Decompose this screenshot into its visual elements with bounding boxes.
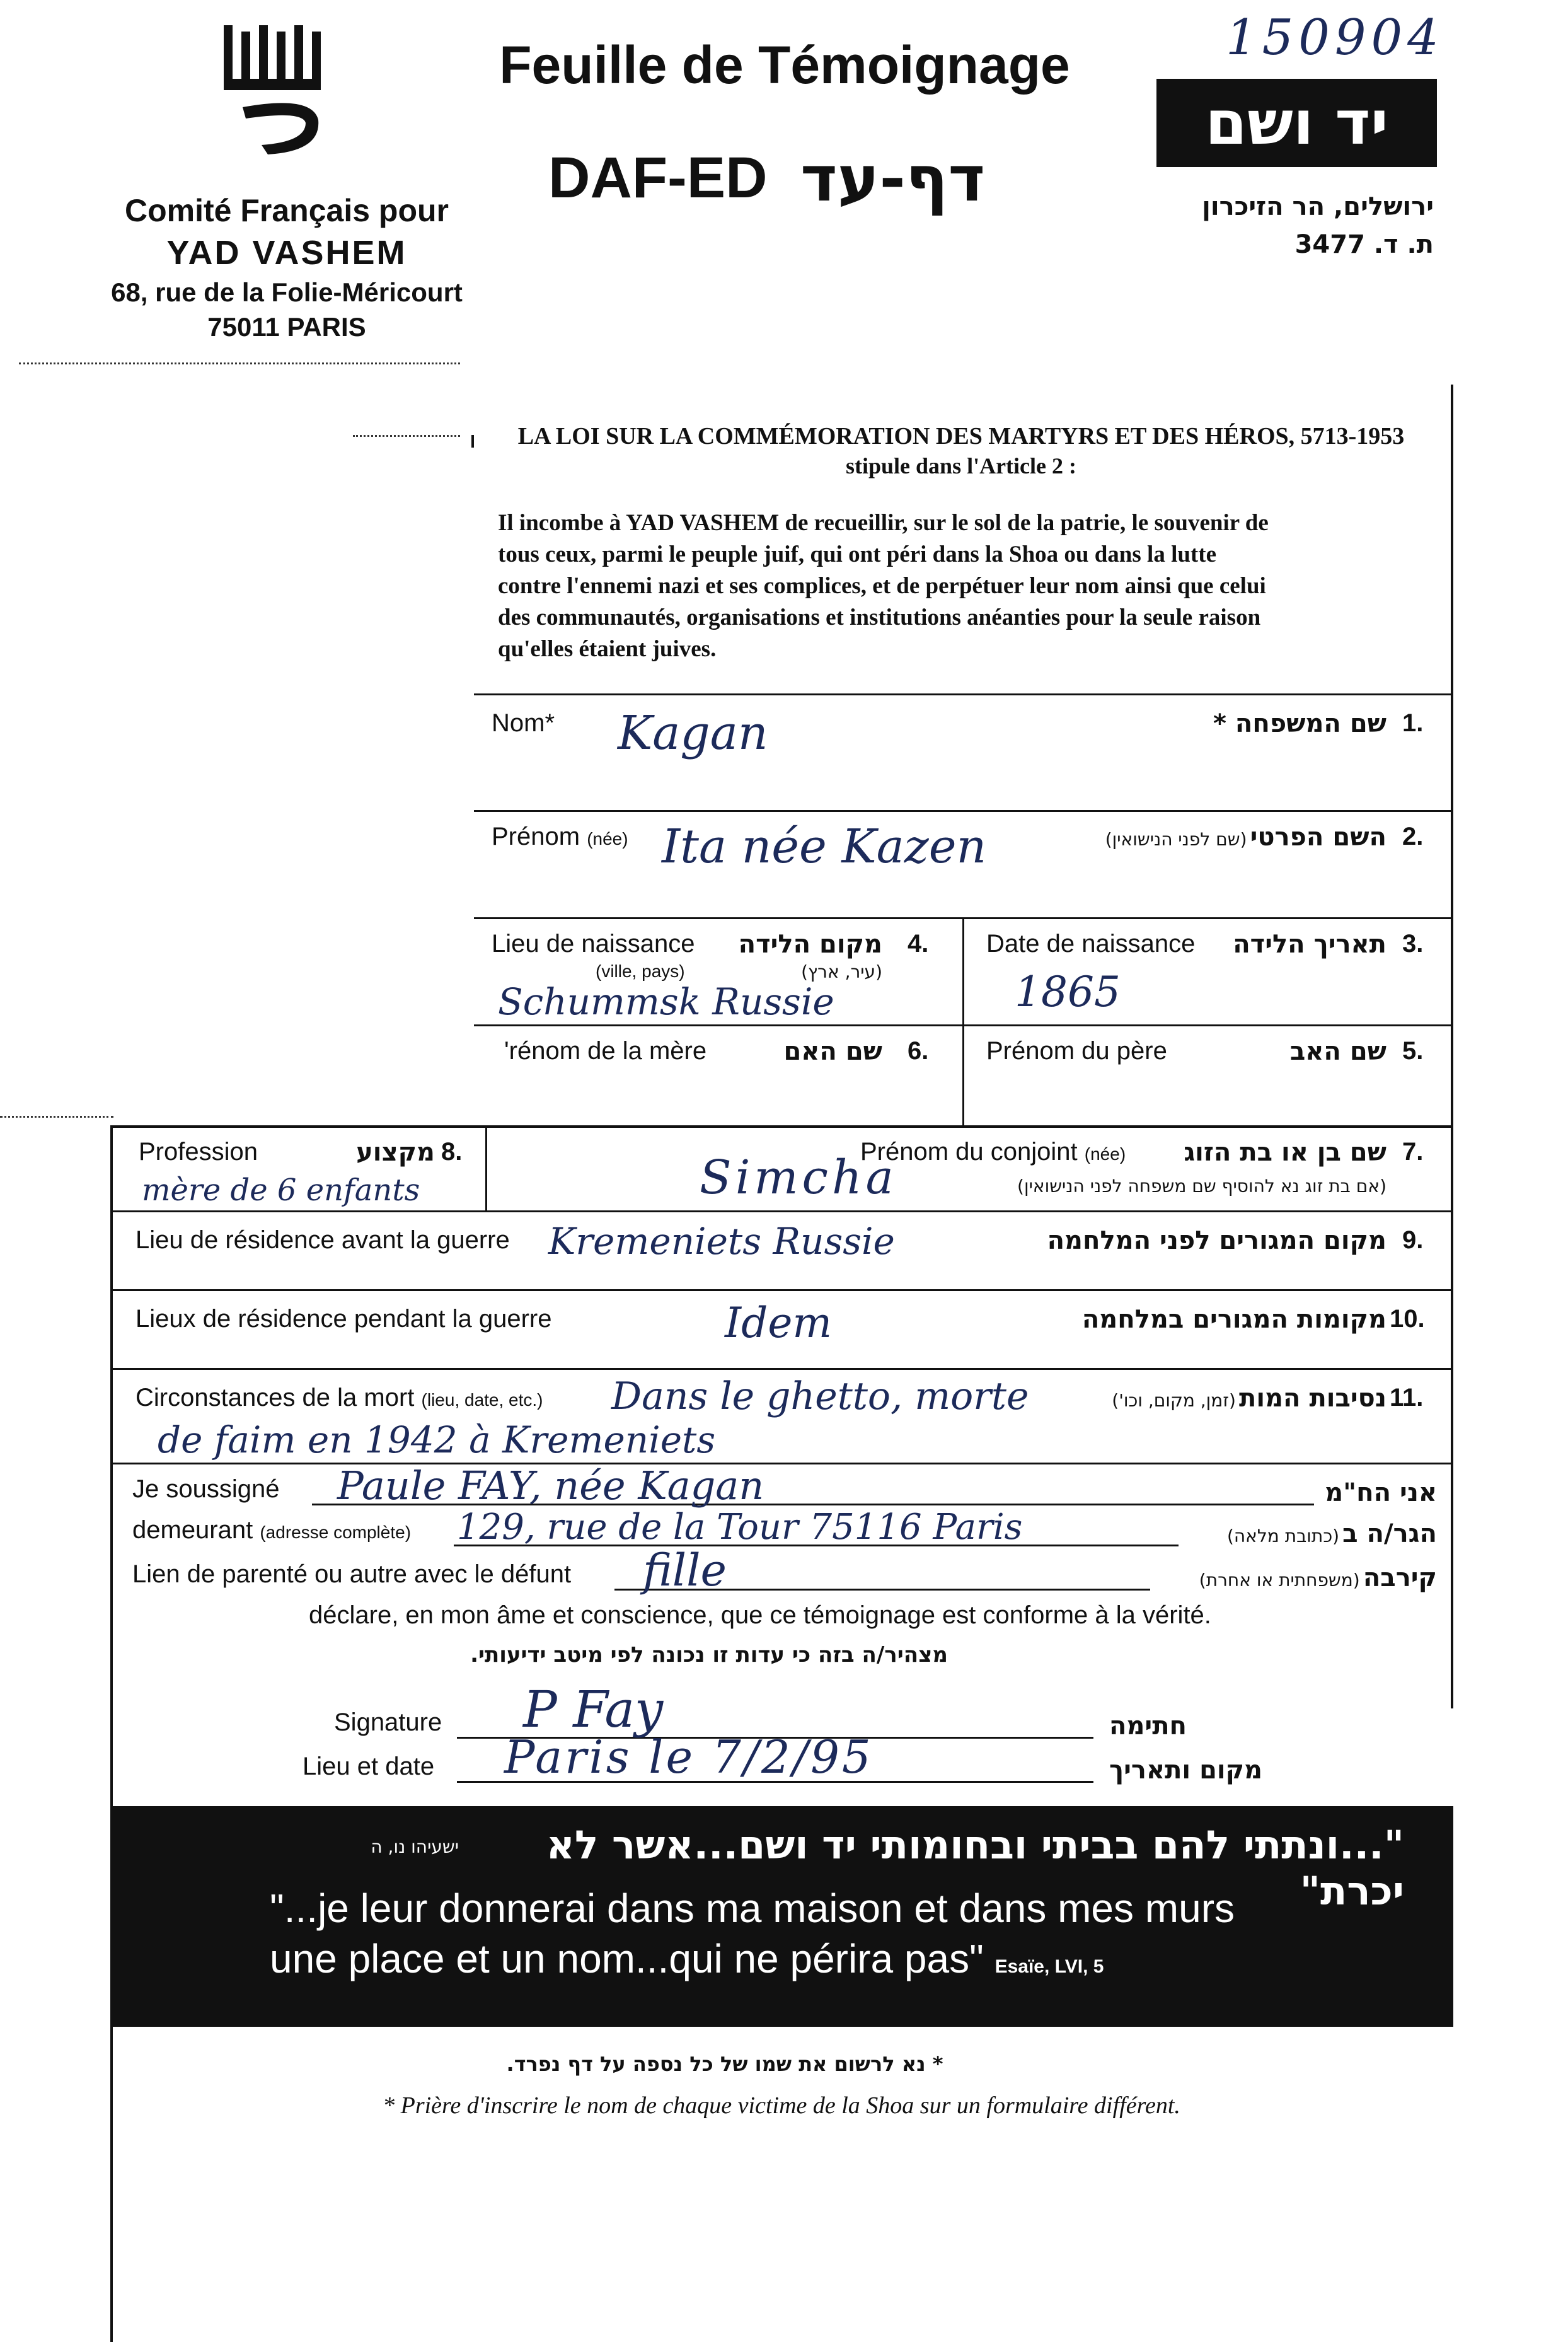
frame-right bbox=[1451, 385, 1453, 1708]
field-4-value[interactable]: Schummsk Russie bbox=[498, 980, 834, 1023]
witness-address-hebrew-small: (כתובת מלאה) bbox=[1226, 1526, 1340, 1546]
field-7-label-text: Prénom du conjoint bbox=[860, 1138, 1078, 1166]
footer-hebrew-note: * נא לרשום את שמו של כל נספה על דף נפרד. bbox=[506, 2052, 943, 2076]
field-2-hebrew-small: (שם לפני הנישואין) bbox=[1105, 829, 1247, 850]
law-body-line: qu'elles étaient juives. bbox=[498, 636, 717, 662]
footer-french-note: * Prière d'inscrire le nom de chaque victime de la Shoa sur un formulaire différent. bbox=[383, 2092, 1180, 2119]
witness-address-hebrew: הגר/ה ב bbox=[1342, 1519, 1437, 1548]
field-9-hebrew: מקום המגורים לפני המלחמה bbox=[1047, 1226, 1386, 1255]
field-2-hebrew: השם הפרטי bbox=[1250, 823, 1386, 852]
field-3-hebrew: תאריך הלידה bbox=[1233, 930, 1386, 959]
org-address-line2: 75011 PARIS bbox=[207, 312, 366, 342]
field-11-value-line1[interactable]: Dans le ghetto, morte bbox=[611, 1374, 1029, 1418]
witness-name-hebrew: אני הח"מ bbox=[1325, 1478, 1437, 1507]
org-name-line2: YAD VASHEM bbox=[166, 234, 407, 272]
place-date-hebrew: מקום ותאריך bbox=[1109, 1756, 1263, 1785]
field-9-label: Lieu de résidence avant la guerre bbox=[135, 1226, 510, 1254]
grid-line bbox=[110, 1463, 1453, 1464]
field-7-label bbox=[860, 1138, 1126, 1166]
field-10-number: 10. bbox=[1390, 1305, 1425, 1333]
field-4-label-small: (ville, pays) bbox=[596, 961, 685, 981]
field-8-value[interactable]: mère de 6 enfants bbox=[142, 1173, 420, 1208]
field-10-hebrew: מקומות המגורים במלחמה bbox=[1081, 1305, 1386, 1334]
banner-french-ref: Esaïe, LVI, 5 bbox=[994, 1956, 1104, 1977]
field-3-label: Date de naissance bbox=[986, 930, 1196, 958]
declaration-hebrew: מצהיר/ה בזה כי עדות זו נכונה לפי מיטב ידיעותי. bbox=[470, 1642, 948, 1667]
declaration-text: déclare, en mon âme et conscience, que ce témoignage est conforme à la vérité. bbox=[309, 1601, 1211, 1629]
handwritten-number: 150904 bbox=[1226, 9, 1444, 66]
field-6-hebrew: שם האם bbox=[783, 1037, 882, 1066]
field-2-hebrew-block bbox=[1034, 823, 1386, 852]
place-date-value[interactable]: Paris le 7/2/95 bbox=[504, 1730, 873, 1783]
banner-french-line1: "...je leur donnerai dans ma maison et dans mes murs bbox=[270, 1886, 1235, 1931]
subtitle-hebrew: דף-עד bbox=[800, 142, 986, 216]
law-body bbox=[498, 507, 1424, 665]
signature-value[interactable]: P Fay bbox=[523, 1680, 664, 1739]
field-10-value[interactable]: Idem bbox=[725, 1299, 832, 1347]
grid-column-divider bbox=[962, 917, 964, 1125]
field-6-label: 'rénom de la mère bbox=[504, 1037, 707, 1065]
field-6-number: 6. bbox=[908, 1037, 929, 1065]
field-7-label-small: (née) bbox=[1084, 1144, 1126, 1164]
field-8-hebrew: מקצוע bbox=[356, 1138, 435, 1167]
law-body-line: des communautés, organisations et institutions anéanties pour la seule raison bbox=[498, 605, 1261, 630]
witness-relation-hebrew-small: (משפחתית או אחרת) bbox=[1199, 1570, 1360, 1591]
witness-address-label-small: (adresse complète) bbox=[260, 1522, 412, 1542]
field-3-number: 3. bbox=[1402, 930, 1424, 958]
subtitle-latin: DAF-ED bbox=[548, 146, 768, 210]
hebrew-address-line2: ת. ד. 3477 bbox=[1294, 230, 1434, 259]
quote-banner bbox=[112, 1806, 1453, 2027]
law-body-line: Il incombe à YAD VASHEM de recueillir, sur le sol de la patrie, le souvenir de bbox=[498, 510, 1269, 536]
witness-address-label bbox=[132, 1516, 411, 1545]
field-11-value-line2[interactable]: de faim en 1942 à Kremeniets bbox=[158, 1418, 716, 1461]
field-11-hebrew-block bbox=[1021, 1384, 1386, 1413]
frame-left-lower bbox=[110, 1125, 113, 2342]
field-7-hebrew-small: (אם בת זוג נא להוסיף שם משפחה לפני הנישואין) bbox=[1017, 1176, 1386, 1197]
crop-mark bbox=[0, 1116, 113, 1118]
signature-hebrew: חתימה bbox=[1109, 1712, 1187, 1741]
field-4-label: Lieu de naissance bbox=[492, 930, 695, 958]
page-title: Feuille de Témoignage bbox=[499, 35, 1070, 95]
grid-line bbox=[474, 810, 1451, 812]
field-2-label-small: (née) bbox=[587, 829, 628, 849]
law-leader-line bbox=[353, 435, 460, 437]
field-4-hebrew: מקום הלידה bbox=[738, 930, 882, 959]
banner-hebrew-quote: "...ונתתי להם בביתי ובחומותי יד ושם...אשר לא יכרת" bbox=[546, 1822, 1404, 1914]
field-11-label bbox=[135, 1384, 543, 1412]
field-7-number: 7. bbox=[1402, 1138, 1424, 1166]
witness-name-value[interactable]: Paule FAY, née Kagan bbox=[337, 1463, 764, 1509]
field-11-label-text: Circonstances de la mort bbox=[135, 1384, 415, 1412]
field-5-hebrew: שם האב bbox=[1289, 1037, 1386, 1066]
field-10-label: Lieux de résidence pendant la guerre bbox=[135, 1305, 552, 1333]
witness-relation-hebrew-block bbox=[1153, 1563, 1437, 1592]
witness-relation-value[interactable]: fille bbox=[643, 1545, 727, 1596]
grid-column-divider bbox=[485, 1125, 487, 1210]
witness-relation-label: Lien de parenté ou autre avec le défunt bbox=[132, 1560, 572, 1588]
field-9-value[interactable]: Kremeniets Russie bbox=[548, 1220, 895, 1263]
field-8-number: 8. bbox=[441, 1138, 463, 1166]
field-2-number: 2. bbox=[1402, 823, 1424, 850]
field-3-value[interactable]: 1865 bbox=[1015, 968, 1121, 1016]
banner-french-line2 bbox=[270, 1935, 1104, 1982]
org-address-line1: 68, rue de la Folie-Méricourt bbox=[111, 277, 463, 307]
grid-line bbox=[110, 1125, 1453, 1128]
field-2-value[interactable]: Ita née Kazen bbox=[662, 820, 987, 874]
grid-line bbox=[110, 1289, 1453, 1291]
field-11-label-small: (lieu, date, etc.) bbox=[421, 1390, 543, 1410]
witness-relation-hebrew: קירבה bbox=[1363, 1563, 1437, 1592]
witness-name-label: Je soussigné bbox=[132, 1475, 280, 1503]
place-date-label: Lieu et date bbox=[303, 1753, 435, 1780]
field-7-value[interactable]: Simcha bbox=[700, 1151, 897, 1205]
witness-address-value[interactable]: 129, rue de la Tour 75116 Paris bbox=[457, 1507, 1023, 1548]
grid-line bbox=[110, 1368, 1453, 1370]
law-subtitle: stipule dans l'Article 2 : bbox=[846, 453, 1076, 478]
field-11-hebrew: נסיבות המות bbox=[1239, 1384, 1386, 1413]
field-4-hebrew-small: (עיר, ארץ) bbox=[801, 961, 882, 982]
witness-address-hebrew-block bbox=[1185, 1519, 1437, 1548]
yad-vashem-emblem-icon bbox=[217, 19, 343, 164]
header-divider bbox=[19, 362, 460, 364]
field-1-value[interactable]: Kagan bbox=[618, 706, 768, 760]
field-11-number: 11. bbox=[1390, 1384, 1424, 1412]
law-frame-left bbox=[471, 435, 474, 448]
field-1-label: Nom* bbox=[492, 709, 555, 737]
banner-hebrew-ref: ישעיהו נו, ה bbox=[371, 1836, 459, 1857]
law-body-line: contre l'ennemi nazi et ses complices, et de perpétuer leur nom ainsi que celui bbox=[498, 573, 1266, 599]
hebrew-address-line1: ירושלים, הר הזיכרון bbox=[1202, 192, 1434, 221]
field-4-number: 4. bbox=[908, 930, 929, 958]
field-9-number: 9. bbox=[1402, 1226, 1424, 1254]
field-1-hebrew: שם המשפחה * bbox=[1213, 709, 1386, 738]
field-11-hebrew-small: (זמן, מקום, וכו') bbox=[1112, 1390, 1236, 1411]
field-2-label bbox=[492, 823, 628, 851]
banner-french-line2-text: une place et un nom...qui ne périra pas" bbox=[270, 1936, 984, 1981]
signature-label: Signature bbox=[334, 1708, 442, 1736]
law-body-line: tous ceux, parmi le peuple juif, qui ont péri dans la Shoa ou dans la lutte bbox=[498, 542, 1216, 567]
field-5-number: 5. bbox=[1402, 1037, 1424, 1065]
field-2-label-text: Prénom bbox=[492, 823, 580, 850]
yad-vashem-logo-block: יד ושם bbox=[1156, 79, 1437, 167]
field-5-label: Prénom du père bbox=[986, 1037, 1167, 1065]
field-8-label: Profession bbox=[139, 1138, 258, 1166]
law-title: LA LOI SUR LA COMMÉMORATION DES MARTYRS ET DES HÉROS, 5713-1953 bbox=[517, 423, 1405, 449]
field-7-hebrew: שם בן או בת הזוג bbox=[1184, 1138, 1386, 1167]
grid-line bbox=[110, 1210, 1453, 1212]
org-name-line1: Comité Français pour bbox=[125, 193, 449, 228]
witness-address-label-text: demeurant bbox=[132, 1516, 253, 1544]
field-1-number: 1. bbox=[1402, 709, 1424, 737]
grid-top-line bbox=[474, 693, 1451, 695]
